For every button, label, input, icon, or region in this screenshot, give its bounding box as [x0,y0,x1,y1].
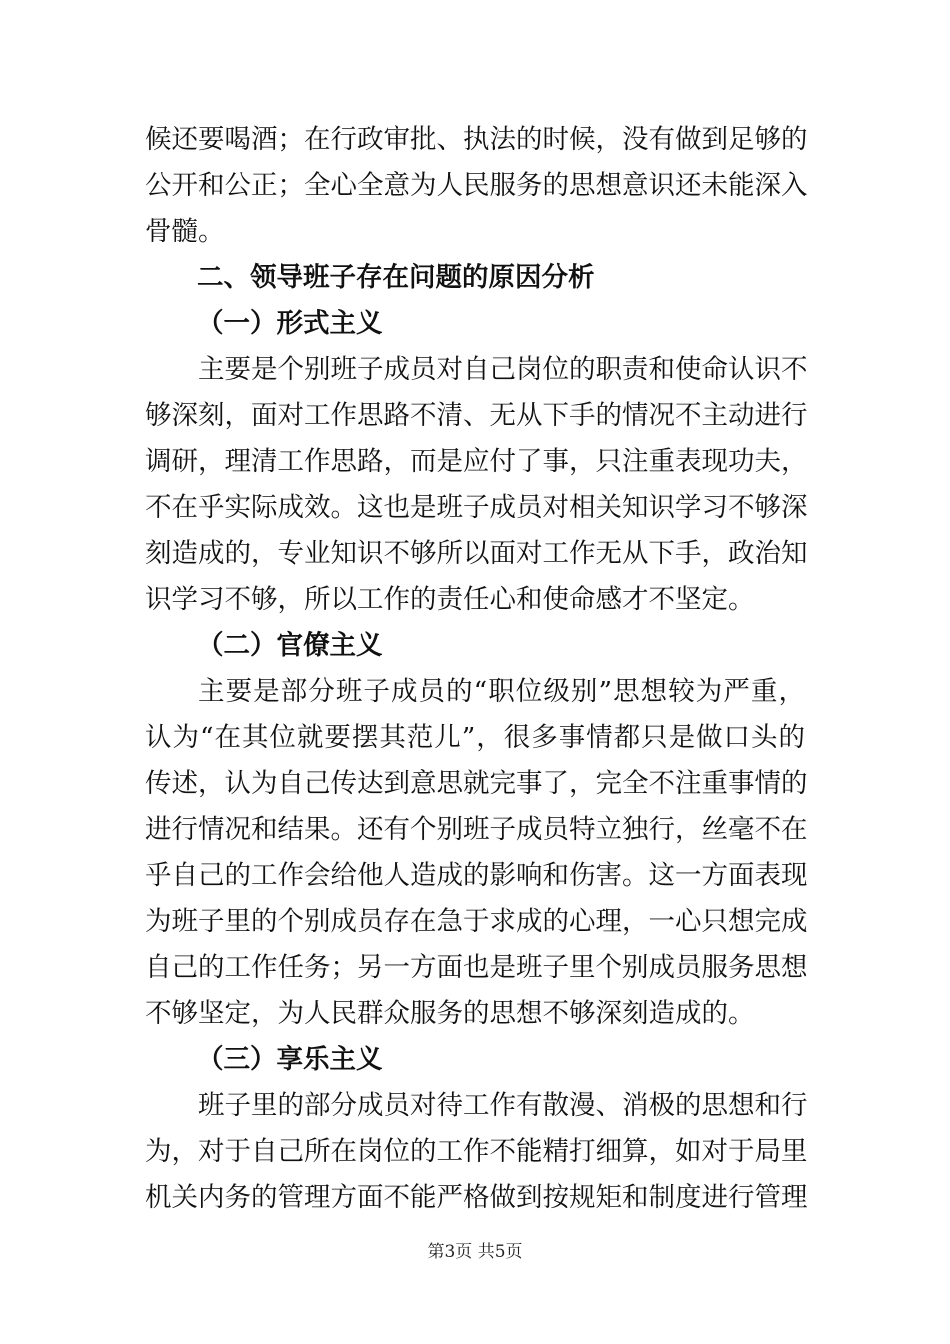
body-text-line: 进行情况和结果。还有个别班子成员特立独行，丝毫不在 [145,814,808,845]
body-text-line: 为，对于自己所在岗位的工作不能精打细算，如对于局里 [145,1136,808,1167]
body-text-line: 候还要喝酒；在行政审批、执法的时候，没有做到足够的 [145,124,808,155]
body-text-line: 骨髓。 [145,216,225,247]
body-text-line: 班子里的部分成员对待工作有散漫、消极的思想和行 [198,1090,808,1121]
body-text-line: 传述，认为自己传达到意思就完事了，完全不注重事情的 [145,768,808,799]
body-text-line: 为班子里的个别成员存在急于求成的心理，一心只想完成 [145,906,808,937]
body-text-line: 公开和公正；全心全意为人民服务的思想意识还未能深入 [145,170,808,201]
body-text-line: 识学习不够，所以工作的责任心和使命感才不坚定。 [145,584,755,615]
section-heading: 二、领导班子存在问题的原因分析 [197,262,595,293]
body-text-line: 主要是部分班子成员的“职位级别”思想较为严重， [198,676,805,707]
body-text-line: 不在乎实际成效。这也是班子成员对相关知识学习不够深 [145,492,808,523]
body-text-line: 调研，理清工作思路，而是应付了事，只注重表现功夫， [145,446,808,477]
body-text-line: 自己的工作任务；另一方面也是班子里个别成员服务思想 [145,952,808,983]
subsection-heading: （三）享乐主义 [197,1044,383,1075]
body-text-line: 认为“在其位就要摆其范儿”，很多事情都只是做口头的 [145,722,805,753]
body-text-line: 主要是个别班子成员对自己岗位的职责和使命认识不 [198,354,808,385]
body-text-line: 刻造成的，专业知识不够所以面对工作无从下手，政治知 [145,538,808,569]
subsection-heading: （二）官僚主义 [197,630,383,661]
body-text-line: 够深刻，面对工作思路不清、无从下手的情况不主动进行 [145,400,808,431]
body-text-line: 不够坚定，为人民群众服务的思想不够深刻造成的。 [145,998,755,1029]
body-text-line: 机关内务的管理方面不能严格做到按规矩和制度进行管理 [145,1182,808,1213]
subsection-heading: （一）形式主义 [197,308,383,339]
page-number-footer: 第3页 共5页 [427,1242,523,1262]
body-text-line: 乎自己的工作会给他人造成的影响和伤害。这一方面表现 [145,860,808,891]
